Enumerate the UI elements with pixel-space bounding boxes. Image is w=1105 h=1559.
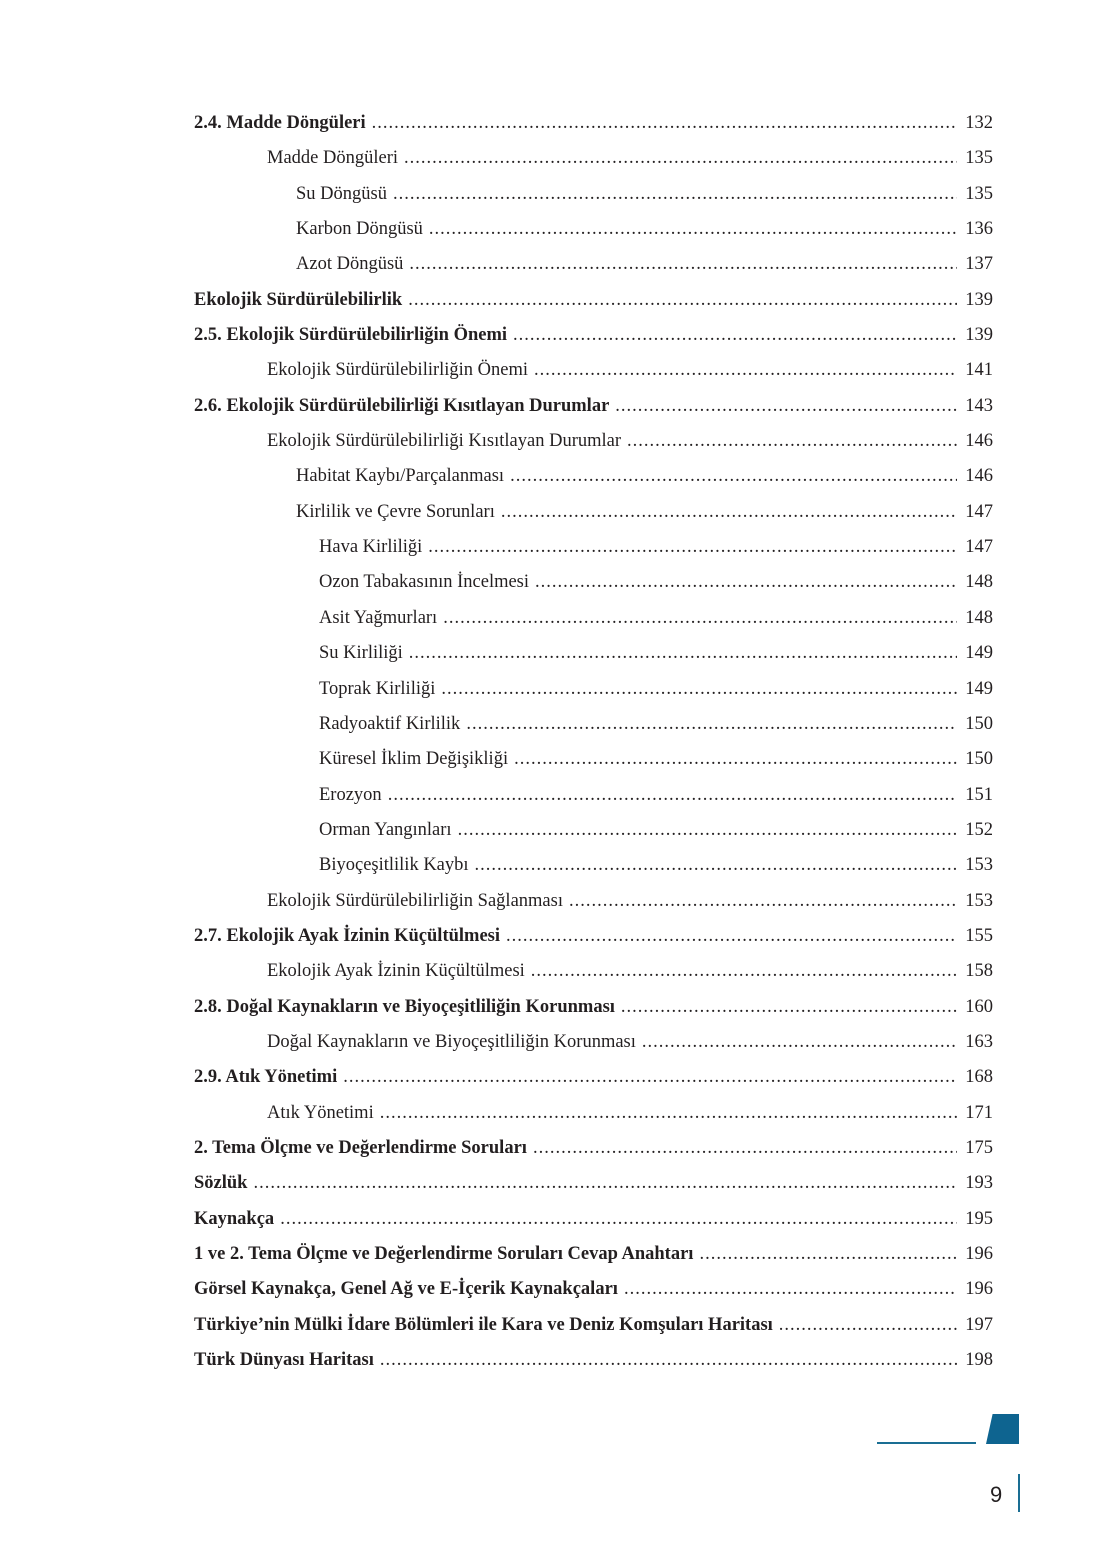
toc-entry-page: 132	[965, 113, 993, 133]
toc-entry-page: 147	[965, 537, 993, 558]
toc-entry-title: Küresel İklim Değişikliği	[319, 749, 509, 770]
toc-entry-title: Sözlük	[194, 1173, 248, 1194]
toc-entry[interactable]	[194, 820, 993, 855]
toc-entry[interactable]	[194, 325, 993, 360]
toc-entry-page: 155	[965, 925, 993, 946]
toc-leader-dots	[428, 537, 957, 558]
toc-entry-page: 152	[965, 819, 993, 840]
toc-entry[interactable]	[194, 1209, 993, 1244]
toc-entry[interactable]	[194, 1067, 993, 1102]
toc-entry-title: Biyoçeşitlilik Kaybı	[319, 855, 469, 876]
toc-entry[interactable]	[194, 502, 993, 537]
toc-entry-page: 136	[965, 219, 993, 240]
toc-entry-title: Ekolojik Sürdürülebilirlik	[194, 289, 403, 310]
footer-tab-decoration	[986, 1414, 1019, 1444]
toc-entry-title: Su Döngüsü	[296, 183, 387, 204]
toc-entry-page: 158	[965, 961, 993, 982]
toc-leader-dots	[699, 1244, 957, 1265]
toc-entry[interactable]	[194, 148, 993, 183]
toc-entry-page: 143	[965, 395, 993, 416]
toc-leader-dots	[458, 820, 958, 841]
toc-leader-dots	[404, 148, 957, 169]
toc-entry[interactable]	[194, 466, 993, 501]
toc-leader-dots	[466, 714, 957, 735]
toc-entry[interactable]	[194, 926, 993, 961]
toc-leader-dots	[506, 926, 957, 947]
toc-entry-page: 196	[965, 1244, 993, 1264]
toc-entry-title: Ekolojik Sürdürülebilirliği Kısıtlayan Durumlar	[267, 431, 622, 452]
toc-entry[interactable]	[194, 785, 993, 820]
toc-entry-page: 139	[965, 325, 993, 346]
toc-entry-title: Habitat Kaybı/Parçalanması	[296, 466, 505, 487]
toc-entry-title: Azot Döngüsü	[296, 254, 404, 275]
toc-leader-dots	[535, 572, 957, 593]
toc-entry-page: 160	[965, 996, 993, 1017]
toc-entry[interactable]	[194, 360, 993, 395]
toc-entry-page: 149	[965, 643, 993, 664]
toc-leader-dots	[531, 961, 957, 982]
toc-entry[interactable]	[194, 997, 993, 1032]
toc-entry[interactable]	[194, 1244, 993, 1279]
toc-entry-page: 149	[965, 678, 993, 699]
toc-entry-title: Asit Yağmurları	[319, 607, 438, 628]
toc-entry[interactable]	[194, 1103, 993, 1138]
toc-leader-dots	[615, 396, 957, 417]
toc-leader-dots	[443, 608, 957, 629]
page-number: 9	[990, 1482, 1003, 1507]
toc-leader-dots	[779, 1315, 957, 1336]
toc-entry-page: 163	[965, 1031, 993, 1052]
toc-entry-title: 2.5. Ekolojik Sürdürülebilirliğin Önemi	[194, 325, 508, 346]
toc-entry[interactable]	[194, 396, 993, 431]
toc-leader-dots	[393, 184, 957, 205]
toc-entry-page: 135	[965, 183, 993, 204]
toc-leader-dots	[388, 785, 958, 806]
toc-leader-dots	[642, 1032, 957, 1053]
toc-entry[interactable]	[194, 891, 993, 926]
toc-leader-dots	[253, 1173, 957, 1194]
toc-leader-dots	[408, 290, 957, 311]
toc-entry-title: Ekolojik Ayak İzinin Küçültülmesi	[267, 961, 525, 982]
toc-entry-page: 150	[965, 749, 993, 770]
toc-entry-page: 146	[965, 431, 993, 452]
toc-entry-title: 2.8. Doğal Kaynakların ve Biyoçeşitliliğin Korunması	[194, 996, 615, 1017]
toc-leader-dots	[501, 502, 957, 523]
toc-entry-page: 148	[965, 607, 993, 628]
toc-leader-dots	[621, 997, 957, 1018]
table-of-contents	[194, 113, 993, 1385]
toc-entry[interactable]	[194, 1138, 993, 1173]
toc-leader-dots	[429, 219, 957, 240]
toc-entry-page: 151	[965, 784, 993, 805]
toc-entry-title: Toprak Kirliliği	[319, 678, 436, 699]
toc-leader-dots	[533, 1138, 957, 1159]
toc-entry[interactable]	[194, 184, 993, 219]
toc-leader-dots	[280, 1209, 957, 1230]
toc-entry-title: 2. Tema Ölçme ve Değerlendirme Soruları	[194, 1137, 527, 1158]
toc-leader-dots	[380, 1103, 958, 1124]
toc-entry-page: 153	[965, 855, 993, 876]
toc-entry-title: Madde Döngüleri	[267, 148, 399, 169]
toc-entry[interactable]	[194, 679, 993, 714]
toc-entry-title: Karbon Döngüsü	[296, 219, 423, 240]
toc-entry[interactable]	[194, 572, 993, 607]
toc-entry-title: Erozyon	[319, 784, 382, 805]
toc-entry[interactable]	[194, 1315, 993, 1350]
toc-leader-dots	[380, 1350, 957, 1371]
toc-entry-title: Su Kirliliği	[319, 643, 403, 664]
toc-entry[interactable]	[194, 113, 993, 148]
toc-entry-page: 153	[965, 890, 993, 911]
toc-leader-dots	[514, 749, 957, 770]
toc-entry-title: Kirlilik ve Çevre Sorunları	[296, 501, 495, 522]
toc-entry[interactable]	[194, 219, 993, 254]
toc-leader-dots	[534, 360, 957, 381]
toc-entry[interactable]	[194, 537, 993, 572]
toc-entry-title: Ozon Tabakasının İncelmesi	[319, 572, 530, 593]
toc-entry-title: Türkiye’nin Mülki İdare Bölümleri ile Kara ve Deniz Komşuları Haritası	[194, 1314, 773, 1335]
toc-entry[interactable]	[194, 290, 993, 325]
toc-entry-page: 139	[965, 289, 993, 310]
toc-entry-title: Görsel Kaynakça, Genel Ağ ve E-İçerik Kaynakçaları	[194, 1279, 618, 1300]
toc-entry-title: Kaynakça	[194, 1208, 275, 1229]
toc-entry-page: 148	[965, 572, 993, 593]
toc-entry-title: 2.9. Atık Yönetimi	[194, 1067, 338, 1088]
toc-entry-page: 150	[965, 713, 993, 734]
toc-entry-page: 171	[965, 1102, 993, 1123]
toc-entry-page: 195	[965, 1208, 993, 1229]
toc-entry-title: Ekolojik Sürdürülebilirliğin Önemi	[267, 360, 529, 381]
toc-leader-dots	[372, 113, 958, 134]
toc-entry[interactable]	[194, 961, 993, 996]
page-number-bar	[1018, 1474, 1020, 1512]
toc-entry-title: Orman Yangınları	[319, 819, 452, 840]
toc-entry-page: 168	[965, 1067, 993, 1088]
toc-entry[interactable]	[194, 431, 993, 466]
toc-entry-title: 1 ve 2. Tema Ölçme ve Değerlendirme Soruları Cevap Anahtarı	[194, 1244, 694, 1264]
toc-leader-dots	[343, 1067, 957, 1088]
toc-leader-dots	[624, 1279, 957, 1300]
toc-leader-dots	[409, 254, 957, 275]
toc-entry-title: 2.6. Ekolojik Sürdürülebilirliği Kısıtlayan Durumlar	[194, 395, 610, 416]
toc-entry[interactable]	[194, 1279, 993, 1314]
toc-entry[interactable]	[194, 1350, 993, 1385]
toc-entry-title: Atık Yönetimi	[267, 1102, 374, 1123]
toc-leader-dots	[409, 643, 957, 664]
toc-entry-page: 146	[965, 466, 993, 487]
toc-entry[interactable]	[194, 855, 993, 890]
toc-entry-title: Doğal Kaynakların ve Biyoçeşitliliğin Korunması	[267, 1031, 636, 1052]
toc-entry-page: 198	[965, 1350, 993, 1371]
toc-entry-title: Türk Dünyası Haritası	[194, 1350, 374, 1371]
toc-entry[interactable]	[194, 643, 993, 678]
toc-entry-page: 135	[965, 148, 993, 169]
toc-entry[interactable]	[194, 1173, 993, 1208]
toc-entry[interactable]	[194, 608, 993, 643]
toc-entry-page: 175	[965, 1137, 993, 1158]
toc-entry[interactable]	[194, 749, 993, 784]
toc-entry-title: 2.7. Ekolojik Ayak İzinin Küçültülmesi	[194, 925, 500, 946]
toc-leader-dots	[513, 325, 957, 346]
toc-leader-dots	[627, 431, 957, 452]
toc-entry-page: 197	[965, 1314, 993, 1335]
toc-entry-title: Radyoaktif Kirlilik	[319, 713, 461, 734]
toc-entry-title: Hava Kirliliği	[319, 537, 423, 558]
footer-rule	[877, 1442, 976, 1444]
toc-entry-title: 2.4. Madde Döngüleri	[194, 113, 366, 133]
toc-entry-page: 141	[965, 360, 993, 381]
toc-entry-page: 193	[965, 1173, 993, 1194]
toc-leader-dots	[510, 466, 957, 487]
toc-entry[interactable]	[194, 1032, 993, 1067]
toc-entry[interactable]	[194, 254, 993, 289]
toc-leader-dots	[569, 891, 957, 912]
toc-leader-dots	[441, 679, 957, 700]
toc-entry[interactable]	[194, 714, 993, 749]
toc-entry-page: 137	[965, 254, 993, 275]
toc-entry-title: Ekolojik Sürdürülebilirliğin Sağlanması	[267, 890, 563, 911]
toc-entry-page: 147	[965, 501, 993, 522]
toc-leader-dots	[475, 855, 958, 876]
toc-entry-page: 196	[965, 1279, 993, 1300]
